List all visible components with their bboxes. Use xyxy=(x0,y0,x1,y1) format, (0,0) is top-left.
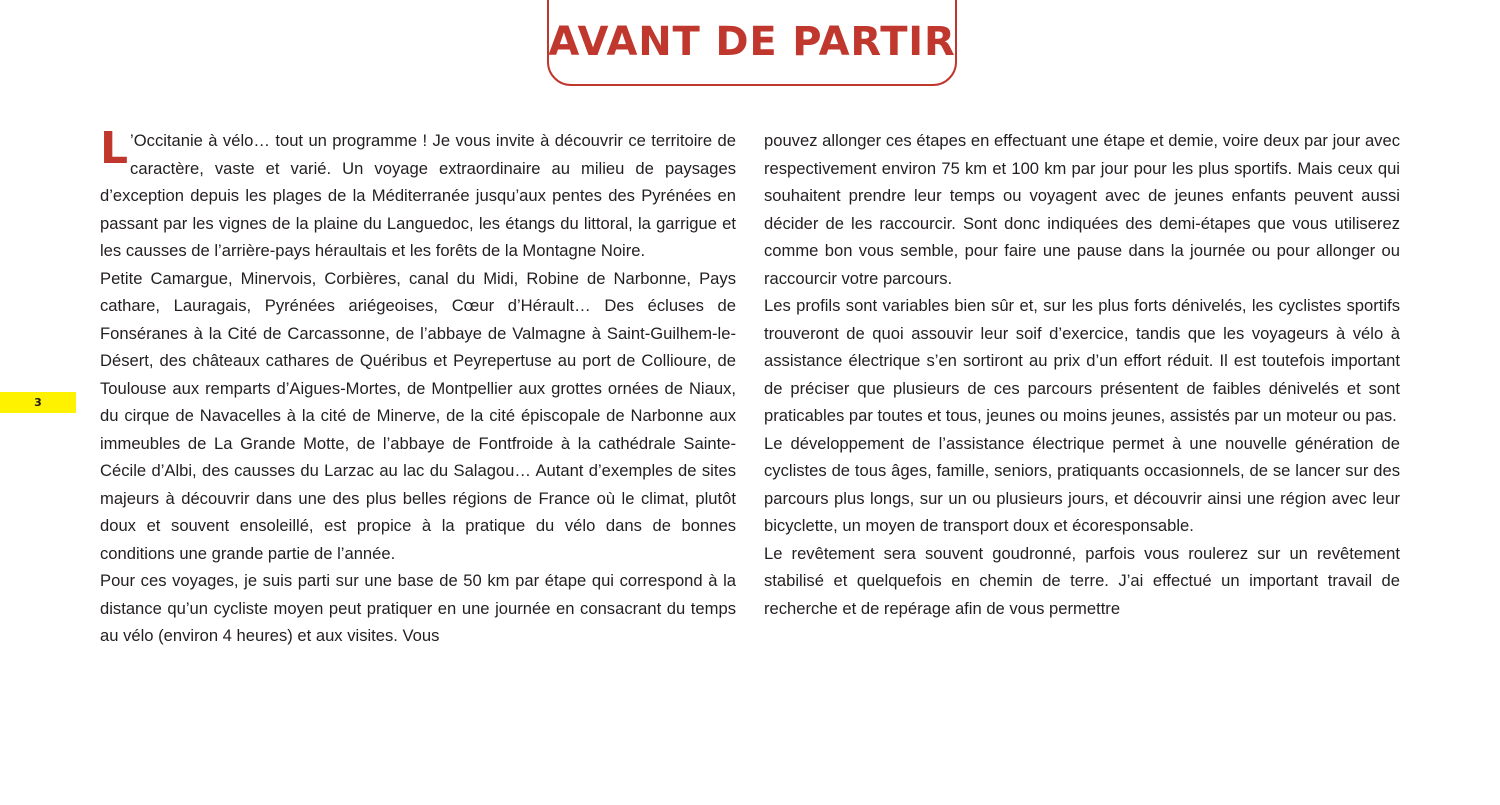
paragraph-left-2: Petite Camargue, Minervois, Corbières, canal du Midi, Robine de Narbonne, Pays cathare, Lauragais, Pyrénées ariégeoises, Cœur d’Hérault… Des écluses de Fonséranes à la Cité de Carcassonne, de l’abbaye de Valmagne à Saint-Guilhem-le-Désert, des châteaux cathares de Quéribus et Peyrepertuse au port de Collioure, de Toulouse aux remparts d’Aigues-Mortes, de Montpellier aux grottes ornées de Niaux, du cirque de Navacelles à la cité de Minerve, de la cité épiscopale de Narbonne aux immeubles de La Grande Motte, de l’abbaye de Fontfroide à la cathédrale Sainte-Cécile d’Albi, des causses du Larzac au lac du Salagou… Autant d’exemples de sites majeurs à découvrir dans une des plus belles régions de France où le climat, plutôt doux et souvent ensoleillé, est propice à la pratique du vélo dans de bonnes conditions une grande partie de l’année. xyxy=(100,268,736,563)
right-column xyxy=(764,127,1400,650)
article-body xyxy=(100,123,1400,650)
paragraph-right-4: Le revêtement sera souvent goudronné, parfois vous roulerez sur un revêtement stabilisé et quelquefois en chemin de terre. J’ai effectué un important travail de recherche et de repérage afin de vous permettre xyxy=(764,543,1400,618)
paragraph-right-1: pouvez allonger ces étapes en effectuant une étape et demie, voire deux par jour avec respectivement environ 75 km et 100 km par jour pour les plus sportifs. Mais ceux qui souhaitent prendre leur temps ou voyagent avec de jeunes enfants peuvent aussi décider de les raccourcir. Sont donc indiquées des demi-étapes que vous utiliserez comme bon vous semble, pour faire une pause dans la journée ou pour allonger ou raccourcir votre parcours. xyxy=(764,131,1400,288)
paragraph-left-3: Pour ces voyages, je suis parti sur une base de 50 km par étape qui correspond à la distance qu’un cycliste moyen peut pratiquer en une journée en consacrant du temps au vélo (environ 4 heures) et aux visites. Vous xyxy=(100,571,736,645)
drop-cap-letter: L xyxy=(100,123,129,174)
paragraph-right-2: Les profils sont variables bien sûr et, sur les plus forts dénivelés, les cyclistes sportifs trouveront de quoi assouvir leur soif d’exercice, tandis que les voyageurs à vélo à assistance électrique s’en sortiront au prix d’un effort réduit. Il est toutefois important de préciser que plusieurs de ces parcours présentent de faibles dénivelés et sont praticables par toutes et tous, jeunes ou moins jeunes, assistés par un moteur ou pas. xyxy=(764,296,1400,425)
paragraph-left-1-text: ’Occitanie à vélo… tout un programme ! Je vous invite à découvrir ce territoire de caractère, vaste et varié. Un voyage extraordinaire au milieu de paysages d’exception depuis les plages de la Méditerranée jusqu’aux pentes des Pyrénées en passant par les vignes de la plaine du Languedoc, les étangs du littoral, la garrigue et les causses de l’arrière-pays héraultais et les forêts de la Montagne Noire. xyxy=(100,131,736,260)
page-number-badge xyxy=(0,392,76,413)
left-column xyxy=(100,123,736,650)
paragraph-right-3: Le développement de l’assistance électrique permet à une nouvelle génération de cyclistes de tous âges, famille, seniors, pratiquants occasionnels, de se lancer sur des parcours plus longs, sur un ou plusieurs jours, et découvrir ainsi une région avec leur bicyclette, un moyen de transport doux et écoresponsable. xyxy=(764,433,1400,535)
page-title: AVANT DE PARTIR xyxy=(548,19,956,65)
paragraph-left-1 xyxy=(100,123,736,265)
page-number-value: 3 xyxy=(34,396,42,409)
